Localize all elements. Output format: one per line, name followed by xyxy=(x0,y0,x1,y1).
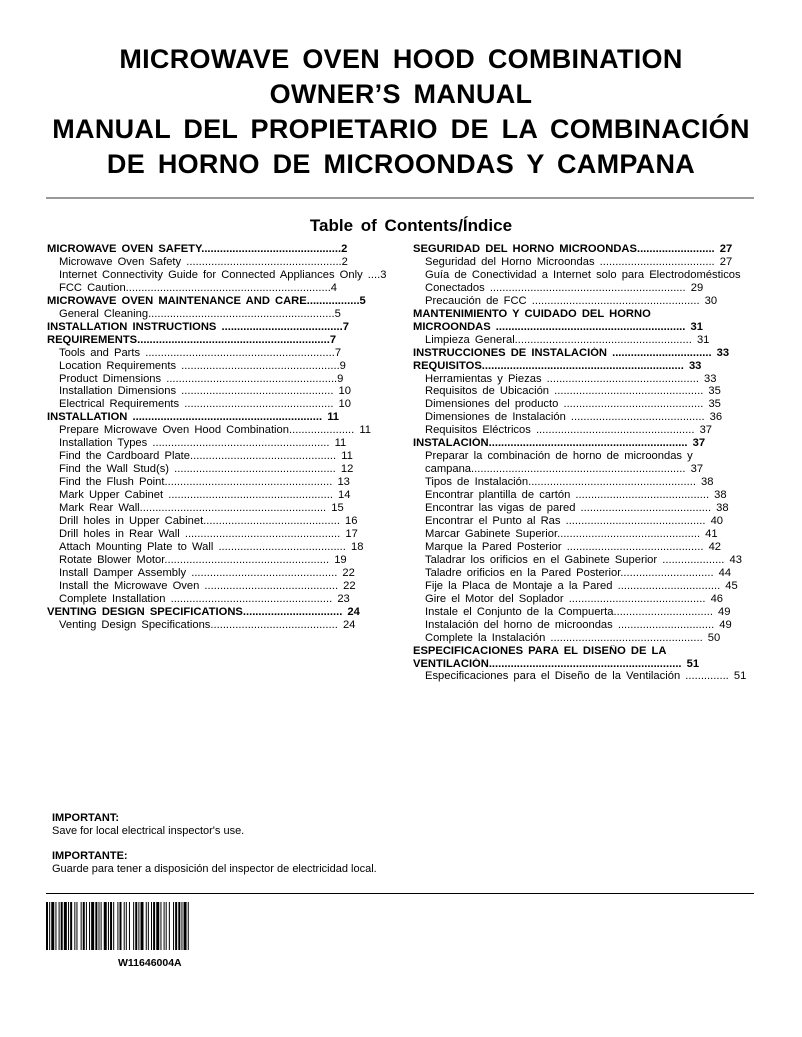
toc-section-entry: VENTILACIÓN.............................................................. 51 xyxy=(413,657,700,670)
toc-section-entry: SEGURIDAD DEL HORNO MICROONDAS......................... 27 xyxy=(413,243,733,255)
toc-section-entry: MICROWAVE OVEN MAINTENANCE AND CARE.................5 xyxy=(47,294,366,307)
toc-subentry: Mark Upper Cabinet ..................................................... 14 xyxy=(59,489,351,502)
toc-subentry: Encontrar las vigas de pared .......................................... 38 xyxy=(425,502,729,515)
toc-subentry: Find the Wall Stud(s) .................................................... 12 xyxy=(59,463,354,476)
toc-section-entry: VENTING DESIGN SPECIFICATIONS................................ 24 xyxy=(47,605,360,618)
toc-subentry: Drill holes in Upper Cabinet............................................ 16 xyxy=(59,515,358,528)
title-line-2: OWNER’S MANUAL xyxy=(269,79,533,109)
toc-column-spanish xyxy=(413,243,779,683)
toc-section-entry: MICROONDAS ............................................................. 31 xyxy=(413,320,703,333)
toc-subentry: Installation Types ......................................................... 11 xyxy=(59,437,347,450)
part-number: W11646004A xyxy=(118,957,182,969)
toc-section-entry: INSTALLATION INSTRUCTIONS .......................................7 xyxy=(47,320,349,333)
toc-subentry: Location Requirements ...................................................9 xyxy=(59,359,346,372)
toc-subentry: Install the Microwave Oven ........................................... 22 xyxy=(59,579,356,592)
toc-subentry: Fije la Placa de Montaje a la Pared ................................. 45 xyxy=(425,579,738,592)
toc-subentry: Complete la Instalación ................................................. 50 xyxy=(425,631,721,644)
toc-subentry: Product Dimensions .......................................................9 xyxy=(59,372,344,385)
toc-subentry: Mark Rear Wall............................................................ 15 xyxy=(59,502,344,515)
toc-subentry: Encontrar plantilla de cartón ........................................... 38 xyxy=(425,489,727,502)
toc-subentry: Prepare Microwave Oven Hood Combination..................... 11 xyxy=(59,424,371,437)
toc-subentry: Complete Installation .................................................... 23 xyxy=(59,592,350,605)
toc-subentry: Taladrar los orificios en el Gabinete Superior .................... 43 xyxy=(425,553,742,566)
title-line-1: MICROWAVE OVEN HOOD COMBINATION xyxy=(119,44,683,74)
toc-subentry: Attach Mounting Plate to Wall ......................................... 18 xyxy=(59,540,364,553)
toc-subentry: Seguridad del Horno Microondas ..................................... 27 xyxy=(425,255,733,268)
toc-subentry: Marcar Gabinete Superior.............................................. 41 xyxy=(425,527,718,540)
toc-section-entry: REQUISITOS................................................................. 33 xyxy=(413,359,702,372)
toc-subentry: Marque la Pared Posterior ............................................ 42 xyxy=(425,540,722,553)
toc-section-entry: INSTALLATION ............................................................. 11 xyxy=(47,411,340,424)
toc-subentry: Dimensiones del producto ............................................. 35 xyxy=(425,398,721,411)
toc-subentry: Preparar la combinación de horno de microondas y xyxy=(425,450,693,463)
toc-subentry: Gire el Motor del Soplador ............................................ 46 xyxy=(425,592,724,605)
toc-section-entry: MANTENIMIENTO Y CUIDADO DEL HORNO xyxy=(413,307,651,320)
toc-subentry: Install Damper Assembly ............................................... 22 xyxy=(59,566,355,579)
toc-subentry: Tools and Parts .............................................................7 xyxy=(59,346,342,359)
toc-subentry: Electrical Requirements ................................................ 10 xyxy=(59,398,351,411)
important-label: IMPORTANT: xyxy=(52,812,120,824)
toc-subentry: Guía de Conectividad a Internet solo para Electrodomésticos xyxy=(425,268,741,281)
toc-subentry: Taladre orificios en la Pared Posterior.............................. 44 xyxy=(425,566,732,579)
importante-label: IMPORTANTE: xyxy=(52,850,128,862)
toc-subentry: Precaución de FCC ...................................................... 30 xyxy=(425,294,718,307)
toc-subentry: Requisitos de Ubicación ................................................ 35 xyxy=(425,385,721,398)
toc-subentry: Find the Cardboard Plate............................................... 11 xyxy=(59,450,353,463)
toc-column-english xyxy=(47,243,413,632)
toc-subentry: Microwave Oven Safety ..................................................2 xyxy=(59,255,348,268)
toc-subentry: Instale el Conjunto de la Compuerta................................ 49 xyxy=(425,605,731,618)
important-notice-spanish xyxy=(52,850,377,876)
toc-subentry: Dimensiones de Instalación ........................................... 36 xyxy=(425,411,723,424)
important-notice-english xyxy=(52,812,244,838)
toc-subentry: Rotate Blower Motor..................................................... 19 xyxy=(59,553,347,566)
toc-subentry: Internet Connectivity Guide for Connected Appliances Only ....3 xyxy=(59,268,387,281)
importante-text: Guarde para tener a disposición del inspector de electricidad local. xyxy=(52,863,377,875)
toc-subentry: General Cleaning............................................................5 xyxy=(59,307,341,320)
title-line-3: MANUAL DEL PROPIETARIO DE LA COMBINACIÓN xyxy=(52,114,750,144)
toc-section-entry: ESPECIFICACIONES PARA EL DISEÑO DE LA xyxy=(413,644,667,657)
toc-subentry: Installation Dimensions ................................................. 10 xyxy=(59,385,352,398)
title-line-4: DE HORNO DE MICROONDAS Y CAMPANA xyxy=(106,149,696,179)
title-divider xyxy=(46,197,754,199)
toc-subentry: campana..................................................................... 37 xyxy=(425,463,704,476)
toc-subentry: Especificaciones para el Diseño de la Ventilación .............. 51 xyxy=(425,670,747,683)
toc-section-entry: MICROWAVE OVEN SAFETY.............................................2 xyxy=(47,243,348,255)
toc-subentry: Find the Flush Point...................................................... 13 xyxy=(59,476,350,489)
footer-divider xyxy=(46,893,754,894)
toc-section-entry: INSTALACIÓN................................................................ 37 xyxy=(413,437,706,450)
important-text: Save for local electrical inspector's use. xyxy=(52,825,245,837)
toc-subentry: Conectados ............................................................... 29 xyxy=(425,281,704,294)
barcode-image xyxy=(46,902,252,950)
toc-subentry: Instalación del horno de microondas ............................... 49 xyxy=(425,618,732,631)
toc-subentry: Encontrar el Punto al Ras ............................................. 40 xyxy=(425,515,724,528)
toc-heading: Table of Contents/Índice xyxy=(309,216,513,235)
toc-subentry: Limpieza General......................................................... 31 xyxy=(425,333,710,346)
toc-section-entry: INSTRUCCIONES DE INSTALACIÓN ................................ 33 xyxy=(413,346,730,359)
toc-subentry: Herramientas y Piezas ................................................. 33 xyxy=(425,372,717,385)
manual-title-block xyxy=(40,42,762,182)
toc-subentry: Tipos de Instalación...................................................... 38 xyxy=(425,476,714,489)
toc-subentry: Drill holes in Rear Wall .................................................. 17 xyxy=(59,527,358,540)
toc-section-entry: REQUIREMENTS..............................................................7 xyxy=(47,333,337,346)
toc-subentry: Requisitos Eléctricos ................................................... 37 xyxy=(425,424,713,437)
toc-subentry: FCC Caution..................................................................4 xyxy=(59,281,338,294)
toc-subentry: Venting Design Specifications......................................... 24 xyxy=(59,618,356,631)
